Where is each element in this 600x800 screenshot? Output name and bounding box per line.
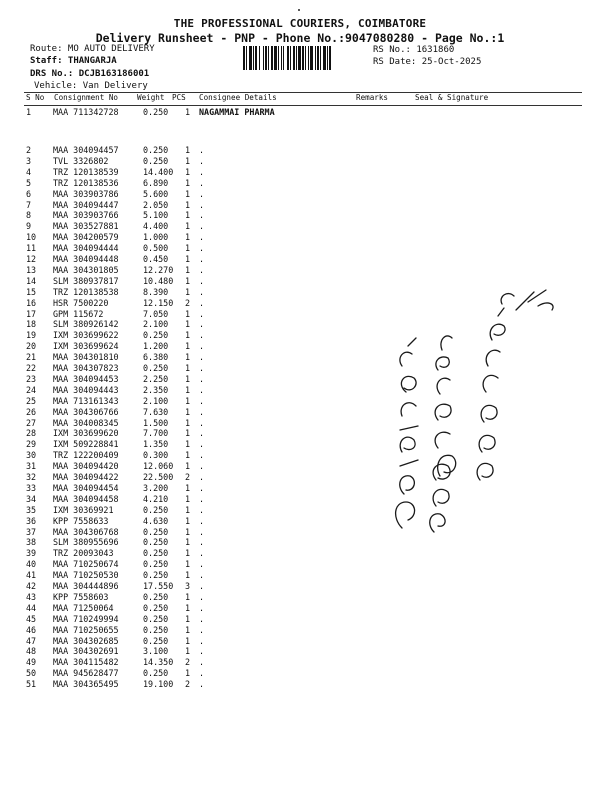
row-weight: 0.250 <box>143 145 169 155</box>
row-weight: 2.100 <box>143 395 169 406</box>
row-weight: 0.250 <box>143 668 169 679</box>
row-consignment-no: MAA 304008345 <box>53 417 119 428</box>
row-pcs: 1 <box>185 232 191 243</box>
row-weight: 0.250 <box>143 635 169 646</box>
row-sno: 45 <box>26 613 37 624</box>
row-consignment-no: MAA 304094420 <box>53 461 119 472</box>
row-pcs: 1 <box>185 537 191 548</box>
row-consignee: . <box>199 363 205 373</box>
row-pcs: 1 <box>185 406 191 417</box>
row-consignee: . <box>199 439 205 450</box>
table-row <box>0 167 600 177</box>
row-weight: 0.250 <box>143 107 169 117</box>
row-consignment-no: IXM 509228841 <box>53 439 119 450</box>
row-consignment-no: IXM 303699620 <box>53 428 119 439</box>
table-row <box>0 107 600 117</box>
row-pcs: 1 <box>185 319 191 330</box>
row-pcs: 1 <box>185 166 191 177</box>
row-consignment-no: MAA 304094454 <box>53 482 119 493</box>
row-sno: 12 <box>26 254 37 264</box>
row-pcs: 1 <box>185 221 191 232</box>
row-sno: 31 <box>26 461 37 472</box>
row-pcs: 1 <box>185 155 191 166</box>
row-pcs: 1 <box>185 613 191 624</box>
table-row <box>0 145 600 155</box>
rs-date: RS Date: 25-Oct-2025 <box>373 57 482 67</box>
row-consignment-no: MAA 304094448 <box>53 254 119 264</box>
handwritten-signature <box>388 280 568 550</box>
row-consignee: . <box>199 330 205 341</box>
row-pcs: 1 <box>185 308 191 319</box>
row-pcs: 1 <box>185 668 191 679</box>
row-consignee: . <box>199 384 205 395</box>
row-consignment-no: MAA 304365495 <box>53 679 119 690</box>
row-sno: 2 <box>26 145 32 155</box>
row-sno: 44 <box>26 602 37 613</box>
row-sno: 3 <box>26 155 32 166</box>
row-consignment-no: MAA 304094443 <box>53 384 119 395</box>
row-consignment-no: MAA 304301810 <box>53 352 119 363</box>
table-row <box>0 646 600 656</box>
row-sno: 24 <box>26 384 37 395</box>
row-sno: 46 <box>26 624 37 635</box>
table-row <box>0 254 600 264</box>
barcode <box>243 46 368 70</box>
row-consignee: . <box>199 297 205 308</box>
row-sno: 19 <box>26 330 37 341</box>
row-pcs: 1 <box>185 341 191 352</box>
row-consignee: . <box>199 221 205 232</box>
row-pcs: 1 <box>185 548 191 559</box>
row-sno: 20 <box>26 341 37 352</box>
row-weight: 12.150 <box>143 297 174 308</box>
row-sno: 28 <box>26 428 37 439</box>
table-row <box>0 603 600 613</box>
row-consignment-no: KPP 7558603 <box>53 591 109 602</box>
row-consignee: . <box>199 286 205 297</box>
row-weight: 0.250 <box>143 591 169 602</box>
row-consignee: . <box>199 602 205 613</box>
table-row <box>0 668 600 678</box>
row-sno: 35 <box>26 504 37 515</box>
runsheet-title: Delivery Runsheet - PNP - Phone No.:9047080280 - Page No.:1 <box>95 31 505 45</box>
row-consignee: . <box>199 275 205 286</box>
row-pcs: 3 <box>185 581 191 591</box>
row-consignment-no: MAA 303527881 <box>53 221 119 232</box>
row-weight: 5.600 <box>143 188 169 199</box>
row-consignee: . <box>199 493 205 504</box>
row-consignment-no: TVL 3326802 <box>53 155 109 166</box>
row-sno: 5 <box>26 177 32 188</box>
row-pcs: 1 <box>185 363 191 373</box>
row-pcs: 1 <box>185 384 191 395</box>
row-consignee: . <box>199 624 205 635</box>
row-pcs: 2 <box>185 657 191 668</box>
drs-number: DRS No.: DCJB163186001 <box>30 69 150 79</box>
table-row <box>0 265 600 275</box>
route-label: Route: MO AUTO DELIVERY <box>30 44 155 54</box>
row-pcs: 1 <box>185 515 191 526</box>
row-weight: 3.200 <box>143 482 169 493</box>
row-consignment-no: MAA 304094453 <box>53 373 119 384</box>
row-consignment-no: IXM 303699624 <box>53 341 119 352</box>
row-pcs: 1 <box>185 177 191 188</box>
table-row <box>0 625 600 635</box>
row-consignment-no: MAA 304094447 <box>53 199 119 210</box>
row-sno: 43 <box>26 591 37 602</box>
row-weight: 0.250 <box>143 155 169 166</box>
row-pcs: 1 <box>185 526 191 537</box>
row-consignment-no: MAA 945628477 <box>53 668 119 679</box>
row-weight: 7.050 <box>143 308 169 319</box>
row-weight: 2.100 <box>143 319 169 330</box>
staff-label: Staff: THANGARJA <box>30 56 117 66</box>
row-consignee: . <box>199 166 205 177</box>
row-consignment-no: KPP 7558633 <box>53 515 109 526</box>
table-row <box>0 178 600 188</box>
stray-dot <box>298 9 300 11</box>
row-consignee: . <box>199 635 205 646</box>
row-pcs: 1 <box>185 373 191 384</box>
row-sno: 10 <box>26 232 37 243</box>
row-sno: 27 <box>26 417 37 428</box>
row-consignee: . <box>199 472 205 482</box>
row-weight: 2.250 <box>143 373 169 384</box>
row-sno: 1 <box>26 107 32 117</box>
table-row <box>0 636 600 646</box>
row-consignee: . <box>199 352 205 363</box>
row-consignee: . <box>199 417 205 428</box>
row-sno: 17 <box>26 308 37 319</box>
row-weight: 17.550 <box>143 581 174 591</box>
row-sno: 41 <box>26 570 37 581</box>
row-pcs: 1 <box>185 570 191 581</box>
row-sno: 23 <box>26 373 37 384</box>
row-consignment-no: TRZ 120138536 <box>53 177 119 188</box>
row-sno: 25 <box>26 395 37 406</box>
row-weight: 7.630 <box>143 406 169 417</box>
row-consignee: . <box>199 461 205 472</box>
row-consignment-no: IXM 30369921 <box>53 504 114 515</box>
row-sno: 11 <box>26 243 37 254</box>
row-consignment-no: TRZ 120138538 <box>53 286 119 297</box>
rs-number: RS No.: 1631860 <box>373 45 455 55</box>
row-consignee: . <box>199 537 205 548</box>
table-row <box>0 570 600 580</box>
row-consignment-no: MAA 713161343 <box>53 395 119 406</box>
row-consignment-no: SLM 380926142 <box>53 319 119 330</box>
row-consignee: . <box>199 308 205 319</box>
row-consignment-no: HSR 7500220 <box>53 297 109 308</box>
row-weight: 1.200 <box>143 341 169 352</box>
row-sno: 48 <box>26 646 37 657</box>
row-pcs: 2 <box>185 679 191 690</box>
row-weight: 8.390 <box>143 286 169 297</box>
row-pcs: 1 <box>185 591 191 602</box>
row-consignee: . <box>199 341 205 352</box>
row-consignee: . <box>199 559 205 570</box>
col-header-seal-signature: Seal & Signature <box>415 93 489 102</box>
row-consignee: . <box>199 591 205 602</box>
row-consignee: . <box>199 395 205 406</box>
row-consignment-no: MAA 304301805 <box>53 264 119 275</box>
row-weight: 0.250 <box>143 602 169 613</box>
row-consignee: . <box>199 581 205 591</box>
row-sno: 38 <box>26 537 37 548</box>
row-consignee: . <box>199 482 205 493</box>
row-consignment-no: TRZ 120138539 <box>53 166 119 177</box>
row-consignment-no: MAA 303903786 <box>53 188 119 199</box>
row-pcs: 1 <box>185 493 191 504</box>
row-sno: 32 <box>26 472 37 482</box>
table-row <box>0 559 600 569</box>
row-consignee: . <box>199 155 205 166</box>
row-pcs: 1 <box>185 504 191 515</box>
row-consignment-no: MAA 304302691 <box>53 646 119 657</box>
row-sno: 29 <box>26 439 37 450</box>
row-pcs: 1 <box>185 450 191 461</box>
row-weight: 19.100 <box>143 679 174 690</box>
row-weight: 4.630 <box>143 515 169 526</box>
row-consignee: . <box>199 145 205 155</box>
row-consignee: . <box>199 243 205 254</box>
row-consignee: . <box>199 613 205 624</box>
row-consignment-no: MAA 710250655 <box>53 624 119 635</box>
row-weight: 6.890 <box>143 177 169 188</box>
row-pcs: 1 <box>185 602 191 613</box>
row-consignee: . <box>199 188 205 199</box>
col-header-pcs: PCS <box>172 93 186 102</box>
row-consignment-no: MAA 304200579 <box>53 232 119 243</box>
row-sno: 9 <box>26 221 32 232</box>
row-weight: 22.500 <box>143 472 174 482</box>
row-sno: 33 <box>26 482 37 493</box>
row-consignment-no: IXM 303699622 <box>53 330 119 341</box>
row-weight: 1.350 <box>143 439 169 450</box>
row-consignment-no: SLM 380937817 <box>53 275 119 286</box>
row-pcs: 1 <box>185 482 191 493</box>
row-consignee: . <box>199 254 205 264</box>
row-sno: 8 <box>26 210 32 221</box>
row-consignee: . <box>199 526 205 537</box>
row-consignment-no: MAA 304115482 <box>53 657 119 668</box>
row-consignment-no: TRZ 20093043 <box>53 548 114 559</box>
row-consignee: . <box>199 515 205 526</box>
row-pcs: 1 <box>185 428 191 439</box>
row-sno: 36 <box>26 515 37 526</box>
table-row <box>0 210 600 220</box>
table-row <box>0 679 600 689</box>
row-weight: 0.250 <box>143 570 169 581</box>
row-consignment-no: MAA 304307823 <box>53 363 119 373</box>
row-consignee: . <box>199 570 205 581</box>
row-sno: 47 <box>26 635 37 646</box>
row-consignee: . <box>199 548 205 559</box>
table-row <box>0 243 600 253</box>
row-weight: 0.250 <box>143 559 169 570</box>
row-sno: 40 <box>26 559 37 570</box>
col-header-consignee: Consignee Details <box>199 93 277 102</box>
row-weight: 12.270 <box>143 264 174 275</box>
row-weight: 0.450 <box>143 254 169 264</box>
row-consignment-no: MAA 303903766 <box>53 210 119 221</box>
table-row <box>0 581 600 591</box>
row-weight: 2.350 <box>143 384 169 395</box>
row-consignment-no: MAA 304306768 <box>53 526 119 537</box>
col-header-consignment: Consignment No <box>54 93 119 102</box>
row-sno: 51 <box>26 679 37 690</box>
row-weight: 0.500 <box>143 243 169 254</box>
row-pcs: 1 <box>185 352 191 363</box>
row-weight: 10.480 <box>143 275 174 286</box>
row-weight: 2.050 <box>143 199 169 210</box>
row-pcs: 1 <box>185 330 191 341</box>
row-pcs: 1 <box>185 275 191 286</box>
table-row <box>0 592 600 602</box>
row-consignee: . <box>199 210 205 221</box>
row-weight: 0.250 <box>143 330 169 341</box>
row-sno: 16 <box>26 297 37 308</box>
row-consignee: . <box>199 373 205 384</box>
row-pcs: 1 <box>185 461 191 472</box>
row-consignment-no: MAA 710250530 <box>53 570 119 581</box>
row-weight: 14.350 <box>143 657 174 668</box>
table-row <box>0 232 600 242</box>
row-consignee: NAGAMMAI PHARMA <box>199 107 275 117</box>
row-weight: 0.250 <box>143 363 169 373</box>
col-header-remarks: Remarks <box>356 93 389 102</box>
table-row <box>0 221 600 231</box>
row-weight: 0.250 <box>143 548 169 559</box>
row-consignee: . <box>199 406 205 417</box>
row-pcs: 1 <box>185 417 191 428</box>
row-sno: 30 <box>26 450 37 461</box>
row-pcs: 2 <box>185 472 191 482</box>
row-consignee: . <box>199 646 205 657</box>
row-consignment-no: MAA 71250064 <box>53 602 114 613</box>
row-weight: 3.100 <box>143 646 169 657</box>
row-sno: 26 <box>26 406 37 417</box>
row-consignment-no: MAA 304302685 <box>53 635 119 646</box>
row-consignee: . <box>199 319 205 330</box>
row-weight: 0.250 <box>143 624 169 635</box>
row-pcs: 1 <box>185 395 191 406</box>
row-consignment-no: MAA 304444896 <box>53 581 119 591</box>
row-weight: 14.400 <box>143 166 174 177</box>
vehicle-label: Vehicle: Van Delivery <box>34 81 148 91</box>
row-consignee: . <box>199 177 205 188</box>
row-consignment-no: MAA 710249994 <box>53 613 119 624</box>
row-sno: 14 <box>26 275 37 286</box>
row-sno: 22 <box>26 363 37 373</box>
company-title: THE PROFESSIONAL COURIERS, COIMBATORE <box>173 17 427 30</box>
row-pcs: 1 <box>185 264 191 275</box>
table-header-bottom-rule <box>24 105 582 106</box>
row-sno: 7 <box>26 199 32 210</box>
row-consignment-no: MAA 304094457 <box>53 145 119 155</box>
row-sno: 50 <box>26 668 37 679</box>
row-pcs: 1 <box>185 210 191 221</box>
col-header-sno: S No <box>26 93 45 102</box>
row-consignee: . <box>199 657 205 668</box>
row-consignment-no: MAA 710250674 <box>53 559 119 570</box>
row-consignee: . <box>199 199 205 210</box>
row-weight: 4.400 <box>143 221 169 232</box>
row-weight: 0.250 <box>143 526 169 537</box>
row-consignment-no: MAA 304094422 <box>53 472 119 482</box>
row-weight: 1.500 <box>143 417 169 428</box>
row-sno: 6 <box>26 188 32 199</box>
row-consignment-no: MAA 711342728 <box>53 107 119 117</box>
row-weight: 6.380 <box>143 352 169 363</box>
row-pcs: 1 <box>185 199 191 210</box>
row-consignee: . <box>199 450 205 461</box>
row-weight: 7.700 <box>143 428 169 439</box>
row-weight: 5.100 <box>143 210 169 221</box>
row-pcs: 1 <box>185 107 191 117</box>
row-pcs: 1 <box>185 635 191 646</box>
table-row <box>0 156 600 166</box>
row-weight: 0.250 <box>143 537 169 548</box>
row-sno: 15 <box>26 286 37 297</box>
row-pcs: 1 <box>185 646 191 657</box>
row-pcs: 1 <box>185 624 191 635</box>
row-pcs: 1 <box>185 188 191 199</box>
row-weight: 1.000 <box>143 232 169 243</box>
row-pcs: 1 <box>185 254 191 264</box>
table-row <box>0 189 600 199</box>
row-weight: 0.300 <box>143 450 169 461</box>
row-consignee: . <box>199 679 205 690</box>
row-sno: 4 <box>26 166 32 177</box>
col-header-weight: Weight <box>137 93 165 102</box>
table-row <box>0 200 600 210</box>
row-consignment-no: SLM 380955696 <box>53 537 119 548</box>
row-sno: 49 <box>26 657 37 668</box>
row-pcs: 1 <box>185 243 191 254</box>
table-row <box>0 657 600 667</box>
row-pcs: 1 <box>185 145 191 155</box>
row-weight: 0.250 <box>143 613 169 624</box>
table-row <box>0 614 600 624</box>
row-pcs: 1 <box>185 559 191 570</box>
row-consignee: . <box>199 668 205 679</box>
row-consignment-no: MAA 304094444 <box>53 243 119 254</box>
row-consignment-no: MAA 304306766 <box>53 406 119 417</box>
row-sno: 18 <box>26 319 37 330</box>
row-pcs: 1 <box>185 286 191 297</box>
row-sno: 37 <box>26 526 37 537</box>
row-consignment-no: GPM 115672 <box>53 308 104 319</box>
row-sno: 39 <box>26 548 37 559</box>
row-consignee: . <box>199 264 205 275</box>
row-sno: 42 <box>26 581 37 591</box>
row-sno: 34 <box>26 493 37 504</box>
row-sno: 21 <box>26 352 37 363</box>
row-consignee: . <box>199 504 205 515</box>
row-consignment-no: TRZ 122200409 <box>53 450 119 461</box>
row-pcs: 2 <box>185 297 191 308</box>
row-weight: 0.250 <box>143 504 169 515</box>
row-sno: 13 <box>26 264 37 275</box>
row-pcs: 1 <box>185 439 191 450</box>
row-consignment-no: MAA 304094458 <box>53 493 119 504</box>
row-consignee: . <box>199 428 205 439</box>
row-consignee: . <box>199 232 205 243</box>
row-weight: 12.060 <box>143 461 174 472</box>
row-weight: 4.210 <box>143 493 169 504</box>
